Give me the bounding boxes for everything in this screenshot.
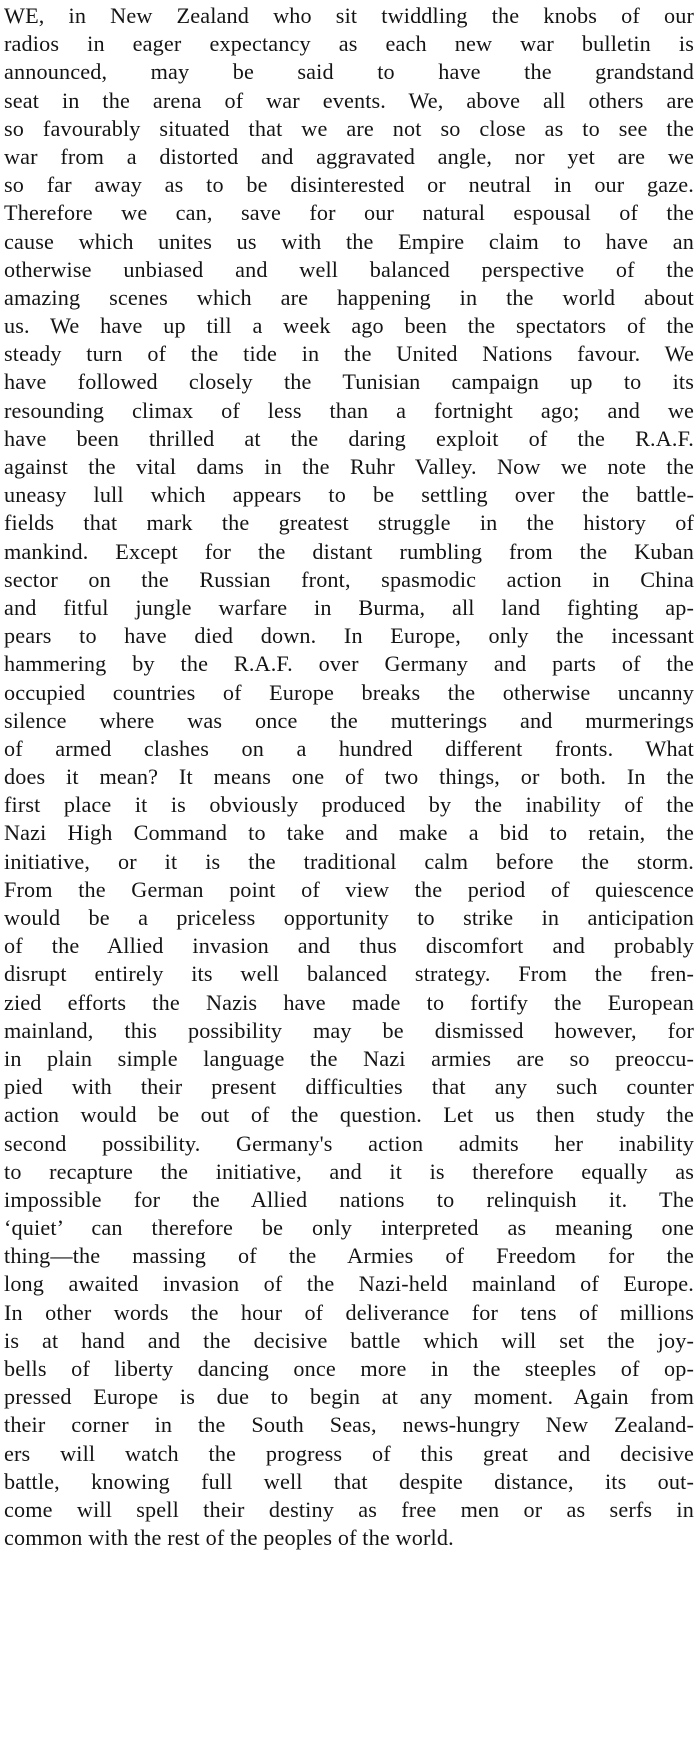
text-line: announced, may be said to have the grandstand bbox=[4, 59, 694, 85]
text-line: ‘quiet’ can therefore be only interpreted as meaning one bbox=[4, 1215, 694, 1241]
article-body bbox=[4, 2, 694, 1552]
text-line: so far away as to be disinterested or neutral in our gaze. bbox=[4, 172, 694, 198]
text-line: common with the rest of the peoples of the world. bbox=[4, 1525, 454, 1551]
text-line: us. We have up till a week ago been the spectators of the bbox=[4, 313, 694, 339]
text-line: silence where was once the mutterings and murmerings bbox=[4, 707, 694, 733]
text-line: pressed Europe is due to begin at any moment. Again from bbox=[4, 1384, 694, 1410]
text-line: cause which unites us with the Empire claim to have an bbox=[4, 228, 694, 254]
text-line: seat in the arena of war events. We, above all others are bbox=[4, 87, 694, 113]
text-line: does it mean? It means one of two things, or both. In the bbox=[4, 764, 694, 790]
text-line: second possibility. Germany's action admits her inability bbox=[4, 1130, 694, 1156]
text-line: first place it is obviously produced by the inability of the bbox=[4, 792, 694, 818]
text-line: pied with their present difficulties that any such counter bbox=[4, 1074, 694, 1100]
text-line: to recapture the initiative, and it is therefore equally as bbox=[4, 1158, 694, 1184]
text-line: steady turn of the tide in the United Nations favour. We bbox=[4, 341, 694, 367]
text-line: have followed closely the Tunisian campaign up to its bbox=[4, 369, 694, 395]
text-line: war from a distorted and aggravated angle, nor yet are we bbox=[4, 143, 694, 169]
text-line: uneasy lull which appears to be settling over the battle- bbox=[4, 482, 694, 508]
text-line: radios in eager expectancy as each new war bulletin is bbox=[4, 31, 694, 57]
text-line: battle, knowing full well that despite distance, its out- bbox=[4, 1468, 694, 1494]
text-line: fields that mark the greatest struggle in the history of bbox=[4, 510, 694, 536]
text-line: bells of liberty dancing once more in the steeples of op- bbox=[4, 1356, 694, 1381]
text-line: Nazi High Command to take and make a bid to retain, the bbox=[4, 820, 694, 846]
text-line: mainland, this possibility may be dismissed however, for bbox=[4, 1017, 694, 1043]
text-line: would be a priceless opportunity to strike in anticipation bbox=[4, 905, 694, 930]
text-line: their corner in the South Seas, news-hungry New Zealand- bbox=[4, 1412, 694, 1438]
text-line: zied efforts the Nazis have made to fortify the European bbox=[4, 989, 694, 1015]
text-line: come will spell their destiny as free men or as serfs in bbox=[4, 1496, 694, 1522]
text-line: and fitful jungle warfare in Burma, all land fighting ap- bbox=[4, 594, 694, 620]
text-line: From the German point of view the period of quiescence bbox=[4, 876, 694, 902]
text-line: of armed clashes on a hundred different fronts. What bbox=[4, 735, 694, 761]
text-line: resounding climax of less than a fortnight ago; and we bbox=[4, 397, 694, 423]
text-line: WE, in New Zealand who sit twiddling the knobs of our bbox=[4, 3, 694, 28]
text-line: In other words the hour of deliverance for tens of millions bbox=[4, 1299, 694, 1325]
text-line: is at hand and the decisive battle which will set the joy- bbox=[4, 1327, 694, 1353]
text-line: otherwise unbiased and well balanced perspective of the bbox=[4, 256, 694, 282]
text-line: in plain simple language the Nazi armies are so preoccu- bbox=[4, 1045, 694, 1071]
text-line: hammering by the R.A.F. over Germany and parts of the bbox=[4, 651, 694, 677]
text-line: Therefore we can, save for our natural espousal of the bbox=[4, 200, 694, 226]
text-line: long awaited invasion of the Nazi-held mainland of Europe. bbox=[4, 1271, 694, 1297]
text-line: against the vital dams in the Ruhr Valley. Now we note the bbox=[4, 454, 694, 479]
text-line: mankind. Except for the distant rumbling from the Kuban bbox=[4, 538, 694, 564]
text-line: amazing scenes which are happening in the world about bbox=[4, 284, 694, 310]
text-line: of the Allied invasion and thus discomfort and probably bbox=[4, 933, 694, 959]
text-line: disrupt entirely its well balanced strategy. From the fren- bbox=[4, 961, 694, 987]
text-line: thing—the massing of the Armies of Freedom for the bbox=[4, 1243, 694, 1269]
text-line: pears to have died down. In Europe, only the incessant bbox=[4, 623, 694, 649]
text-line: impossible for the Allied nations to relinquish it. The bbox=[4, 1186, 694, 1212]
text-line: initiative, or it is the traditional calm before the storm. bbox=[4, 848, 694, 874]
text-line: so favourably situated that we are not so close as to see the bbox=[4, 115, 694, 141]
text-line: have been thrilled at the daring exploit of the R.A.F. bbox=[4, 425, 694, 451]
text-line: ers will watch the progress of this great and decisive bbox=[4, 1440, 694, 1466]
text-line: action would be out of the question. Let us then study the bbox=[4, 1102, 694, 1128]
text-line: sector on the Russian front, spasmodic action in China bbox=[4, 566, 694, 592]
text-line: occupied countries of Europe breaks the otherwise uncanny bbox=[4, 679, 694, 705]
